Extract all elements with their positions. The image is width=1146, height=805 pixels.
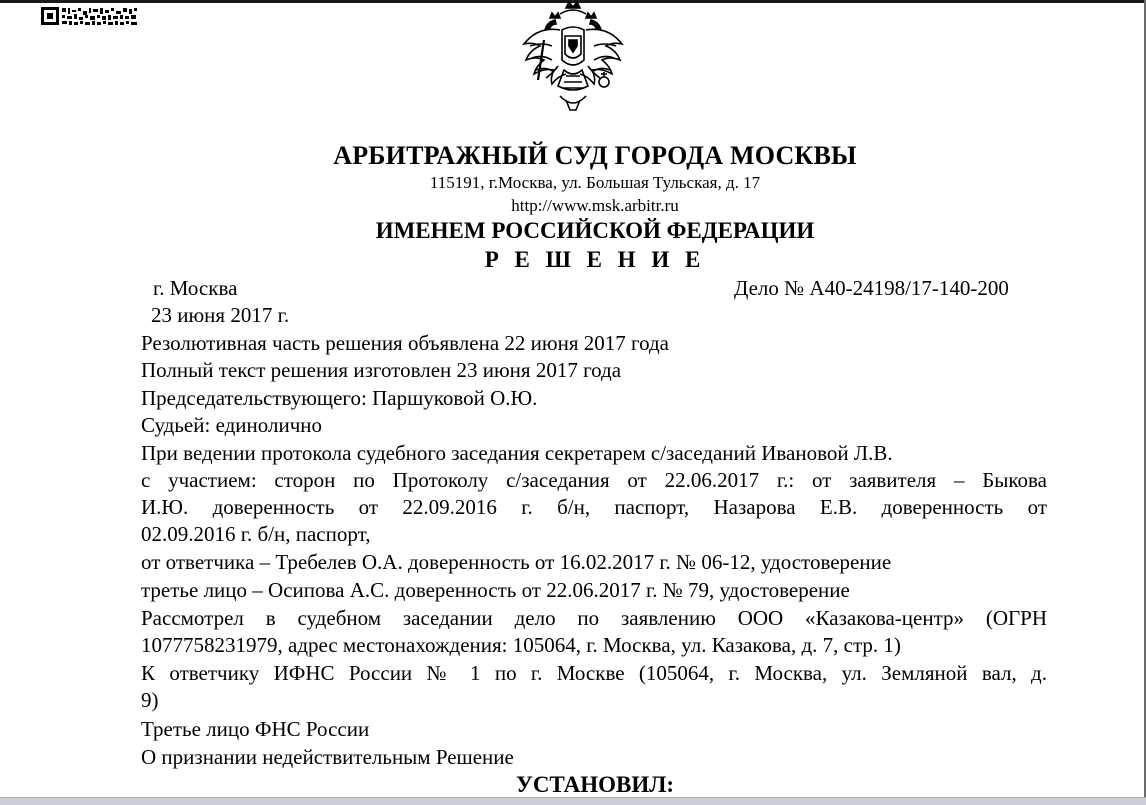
secretary-line: При ведении протокола судебного заседания секретарем с/заседаний Ивановой Л.В.: [141, 441, 893, 465]
court-name-heading: АРБИТРАЖНЫЙ СУД ГОРОДА МОСКВЫ: [333, 141, 857, 170]
respondent-line-1: К ответчику ИФНС России № 1 по г. Москве (105064, г. Москва, ул. Земляной вал, д.: [141, 661, 1047, 685]
resolution-line: Резолютивная часть решения объявлена 22 июня 2017 года: [141, 331, 669, 355]
decision-date: 23 июня 2017 г.: [151, 303, 290, 327]
city: г. Москва: [153, 276, 238, 300]
case-number: Дело № А40-24198/17-140-200: [734, 276, 1009, 300]
third-party-line: Третье лицо ФНС России: [141, 717, 370, 741]
coat-of-arms-icon: [520, 0, 626, 118]
participation-line-2: И.Ю. доверенность от 22.09.2016 г. б/н, паспорт, Назарова Е.В. доверенность от: [141, 495, 1047, 519]
qr-code-icon: [40, 6, 138, 26]
respondent-line-2: 9): [141, 688, 159, 712]
presiding-judge: Председательствующего: Паршуковой О.Ю.: [141, 386, 538, 410]
considered-line-1: Рассмотрел в судебном заседании дело по заявлению ООО «Казакова-центр» (ОГРН: [141, 606, 1047, 630]
participation-line-3: 02.09.2016 г. б/н, паспорт,: [141, 522, 371, 546]
participation-line-1: с участием: сторон по Протоколу с/заседания от 22.06.2017 г.: от заявителя – Быкова: [141, 468, 1047, 492]
established-heading: УСТАНОВИЛ:: [515, 772, 675, 797]
third-party-representative: третье лицо – Осипова А.С. доверенность от 22.06.2017 г. № 79, удостоверение: [141, 578, 850, 602]
respondent-representative: от ответчика – Требелев О.А. доверенность от 16.02.2017 г. № 06-12, удостоверение: [141, 550, 892, 574]
subject-line: О признании недействительным Решение: [141, 745, 514, 769]
decision-heading: Р Е Ш Е Н И Е: [484, 247, 706, 272]
court-website: http://www.msk.arbitr.ru: [511, 196, 679, 215]
considered-line-2: 1077758231979, адрес местонахождения: 105064, г. Москва, ул. Казакова, д. 7, стр. 1): [141, 633, 901, 657]
in-name-heading: ИМЕНЕМ РОССИЙСКОЙ ФЕДЕРАЦИИ: [375, 218, 815, 243]
judge-line: Судьей: единолично: [141, 413, 323, 437]
court-address: 115191, г.Москва, ул. Большая Тульская, д. 17: [429, 173, 761, 192]
full-text-line: Полный текст решения изготовлен 23 июня 2017 года: [141, 358, 622, 382]
